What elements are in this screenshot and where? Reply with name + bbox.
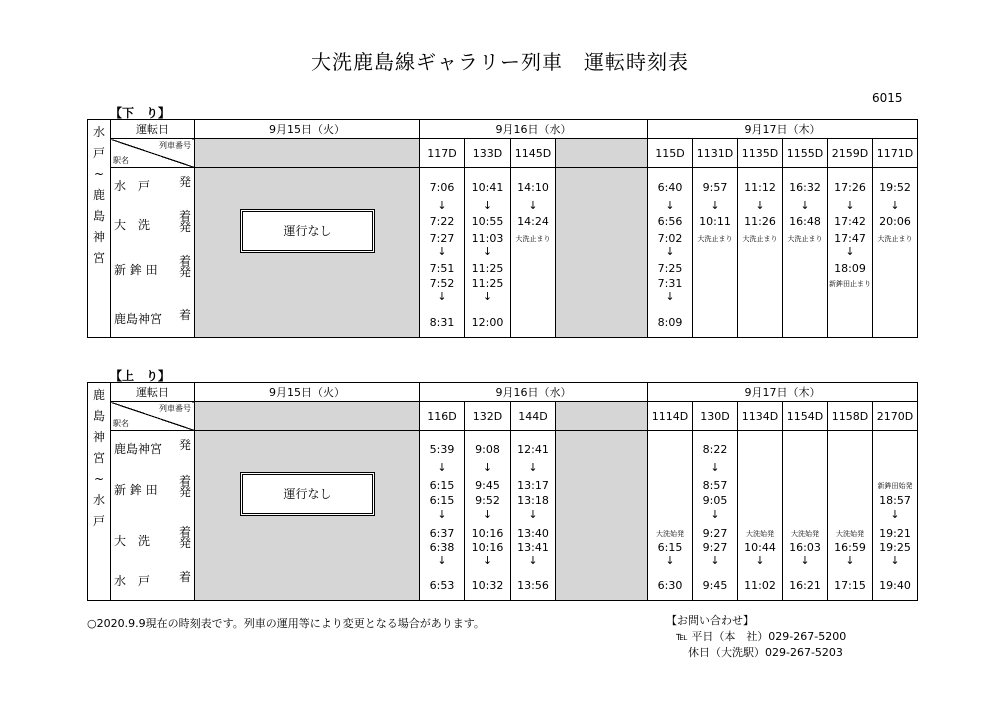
time-entry: 17:26 [834, 181, 866, 194]
no-service-gap [556, 402, 648, 431]
run-day-label: 運転日 [111, 383, 195, 402]
direction-char: 島 [92, 409, 105, 423]
train-times-column [783, 168, 828, 338]
direction-char: 水 [92, 125, 105, 139]
station-name: 新 鉾 田 [114, 483, 158, 497]
header-diagonal-cell [111, 402, 195, 431]
time-entry: 14:24 [517, 215, 549, 228]
run-day-label: 運転日 [111, 120, 195, 139]
train-number: 132D [465, 402, 511, 431]
pass-arrow: ↓ [528, 508, 538, 521]
pass-arrow: ↓ [437, 199, 447, 212]
time-entry: 8:22 [702, 443, 728, 456]
no-service-cell [195, 431, 420, 601]
train-number: 1154D [783, 402, 828, 431]
time-entry: 7:25 [657, 262, 683, 275]
train-number: 117D [420, 139, 465, 168]
pass-arrow: ↓ [482, 199, 493, 212]
date-header: 9月15日（火） [195, 383, 420, 402]
train-number: 1114D [648, 402, 693, 431]
time-entry: 10:55 [471, 215, 504, 228]
pass-arrow: ↓ [482, 461, 493, 474]
train-number: 133D [465, 139, 511, 168]
train-number: 1134D [738, 402, 783, 431]
time-entry: 19:25 [879, 541, 911, 554]
time-entry: 大洗始発 [791, 530, 819, 538]
contact-holiday: 休日（大洗駅）029-267-5203 [688, 646, 843, 659]
pass-arrow: ↓ [437, 554, 447, 567]
contact-title: 【お問い合わせ】 [666, 614, 754, 627]
time-entry: 12:41 [517, 443, 549, 456]
time-entry: 13:41 [517, 541, 549, 554]
pass-arrow: ↓ [528, 461, 538, 474]
pass-arrow: ↓ [528, 199, 538, 212]
arrival-departure-mark: 発 [178, 438, 191, 452]
train-times-column [738, 431, 783, 601]
station-name: 新 鉾 田 [114, 263, 158, 277]
date-header: 9月15日（火） [195, 120, 420, 139]
section-label-down: 【下 り】 [110, 106, 171, 120]
station-name: 大 洗 [114, 218, 151, 232]
no-service-header [195, 402, 420, 431]
train-number: 130D [693, 402, 738, 431]
time-entry: 10:16 [471, 527, 504, 540]
pass-arrow: ↓ [437, 508, 447, 521]
time-entry: 6:53 [429, 579, 455, 592]
pass-arrow: ↓ [800, 199, 810, 212]
time-entry: 13:17 [517, 479, 549, 492]
station-column [111, 431, 195, 601]
time-entry: 8:31 [429, 316, 455, 329]
direction-char: 鹿 [92, 388, 105, 402]
time-entry: 9:45 [702, 579, 728, 592]
train-times-column [828, 431, 873, 601]
direction-label [88, 120, 111, 338]
time-entry: 16:32 [789, 181, 821, 194]
time-entry: 16:48 [789, 215, 821, 228]
station-name: 鹿島神宮 [114, 312, 163, 326]
pass-arrow: ↓ [665, 554, 675, 567]
direction-char: ~ [93, 167, 105, 181]
time-entry: 大洗止まり [877, 235, 913, 243]
train-number: 2170D [873, 402, 918, 431]
train-number: 1158D [828, 402, 873, 431]
direction-char: 鹿 [92, 188, 105, 202]
time-entry: 大洗止まり [742, 235, 778, 243]
station-name: 大 洗 [114, 534, 151, 548]
time-entry: 9:45 [475, 479, 500, 492]
timetable-down [87, 119, 918, 338]
time-entry: 7:51 [429, 262, 455, 275]
pass-arrow: ↓ [665, 199, 675, 212]
time-entry: 6:30 [657, 579, 683, 592]
direction-char: 宮 [92, 251, 105, 265]
time-entry: 10:32 [471, 579, 504, 592]
station-name: 水 戸 [114, 179, 151, 193]
date-header: 9月16日（水） [420, 383, 648, 402]
no-service-gap [556, 168, 648, 338]
time-entry: 6:56 [657, 215, 683, 228]
no-service-gap [556, 431, 648, 601]
pass-arrow: ↓ [482, 290, 493, 303]
train-times-column [465, 431, 511, 601]
time-entry: 8:57 [702, 479, 728, 492]
no-service-header [195, 139, 420, 168]
train-number: 1131D [693, 139, 738, 168]
train-number: 116D [420, 402, 465, 431]
footnote: ○2020.9.9現在の時刻表です。列車の運用等により変更となる場合があります。 [87, 617, 485, 630]
document-number: 6015 [872, 91, 903, 105]
time-entry: 17:15 [834, 579, 866, 592]
time-entry: 大洗止まり [515, 235, 551, 243]
time-entry: 10:44 [744, 541, 776, 554]
time-entry: 17:42 [834, 215, 866, 228]
time-entry: 大洗止まり [697, 235, 733, 243]
station-column [111, 168, 195, 338]
pass-arrow: ↓ [845, 554, 855, 567]
time-entry: 11:26 [744, 215, 776, 228]
time-entry: 大洗始発 [836, 530, 864, 538]
header-diagonal-cell [111, 139, 195, 168]
direction-char: 神 [92, 230, 105, 244]
pass-arrow: ↓ [755, 554, 765, 567]
arrival-departure-mark: 発 [178, 175, 191, 189]
train-times-column [873, 431, 918, 601]
time-entry: 13:56 [517, 579, 549, 592]
date-header: 9月17日（木） [648, 383, 918, 402]
time-entry: 7:27 [429, 232, 455, 245]
pass-arrow: ↓ [710, 461, 720, 474]
time-entry: 7:31 [657, 277, 683, 290]
no-service-box: 運行なし [240, 472, 375, 516]
time-entry: 6:37 [429, 527, 455, 540]
time-entry: 11:25 [471, 262, 504, 275]
pass-arrow: ↓ [710, 508, 720, 521]
time-entry: 大洗始発 [656, 530, 684, 538]
station-name: 鹿島神宮 [114, 442, 163, 456]
pass-arrow: ↓ [437, 290, 447, 303]
pass-arrow: ↓ [710, 554, 720, 567]
pass-arrow: ↓ [845, 199, 855, 212]
arrival-departure-mark: 着 [178, 570, 191, 584]
station-name-header: 駅名 [113, 419, 129, 428]
pass-arrow: ↓ [800, 554, 810, 567]
time-entry: 6:38 [429, 541, 455, 554]
arrival-departure-mark: 着 発 [178, 525, 191, 550]
pass-arrow: ↓ [437, 461, 447, 474]
time-entry: 6:15 [429, 479, 455, 492]
no-service-cell [195, 168, 420, 338]
time-entry: 16:03 [789, 541, 821, 554]
time-entry: 9:05 [702, 494, 728, 507]
time-entry: 19:52 [879, 181, 911, 194]
train-times-column [648, 168, 693, 338]
station-name-header: 駅名 [113, 156, 129, 165]
time-entry: 7:52 [429, 277, 455, 290]
time-entry: 18:57 [879, 494, 911, 507]
time-entry: 17:47 [834, 232, 866, 245]
train-times-column [648, 431, 693, 601]
date-header: 9月16日（水） [420, 120, 648, 139]
time-entry: 10:41 [471, 181, 504, 194]
time-entry: 11:25 [471, 277, 504, 290]
time-entry: 19:40 [879, 579, 911, 592]
pass-arrow: ↓ [845, 245, 855, 258]
time-entry: 11:12 [744, 181, 776, 194]
direction-label [88, 383, 111, 601]
time-entry: 9:52 [475, 494, 500, 507]
train-times-column [420, 431, 465, 601]
no-service-box: 運行なし [240, 209, 375, 253]
train-number: 1145D [511, 139, 556, 168]
direction-char: 戸 [92, 514, 105, 528]
time-entry: 19:21 [879, 527, 911, 540]
train-times-column [420, 168, 465, 338]
train-times-column [693, 168, 738, 338]
time-entry: 14:10 [517, 181, 549, 194]
train-times-column [783, 431, 828, 601]
time-entry: 9:27 [702, 541, 728, 554]
date-header: 9月17日（木） [648, 120, 918, 139]
time-entry: 8:09 [657, 316, 683, 329]
pass-arrow: ↓ [755, 199, 765, 212]
time-entry: 新鉾田始発 [877, 482, 913, 490]
timetable-up [87, 382, 918, 601]
time-entry: 9:08 [475, 443, 500, 456]
direction-char: 戸 [92, 146, 105, 160]
time-entry: 16:59 [834, 541, 866, 554]
time-entry: 16:21 [789, 579, 821, 592]
train-times-column [828, 168, 873, 338]
direction-char: 島 [92, 209, 105, 223]
arrival-departure-mark: 着 発 [178, 209, 191, 234]
train-number: 1171D [873, 139, 918, 168]
direction-char: ~ [93, 472, 105, 486]
pass-arrow: ↓ [482, 245, 493, 258]
pass-arrow: ↓ [890, 554, 900, 567]
time-entry: 6:15 [429, 494, 455, 507]
pass-arrow: ↓ [710, 199, 720, 212]
train-number: 1135D [738, 139, 783, 168]
train-times-column [873, 168, 918, 338]
train-number-header: 列車番号 [159, 404, 191, 413]
time-entry: 7:02 [657, 232, 683, 245]
section-label-up: 【上 り】 [110, 369, 171, 383]
contact-block [666, 613, 846, 661]
direction-char: 水 [92, 493, 105, 507]
time-entry: 大洗止まり [787, 235, 823, 243]
pass-arrow: ↓ [665, 290, 675, 303]
time-entry: 18:09 [834, 262, 866, 275]
train-number: 144D [511, 402, 556, 431]
train-times-column [511, 168, 556, 338]
time-entry: 6:15 [657, 541, 683, 554]
direction-char: 宮 [92, 451, 105, 465]
train-number-header: 列車番号 [159, 141, 191, 150]
time-entry: 12:00 [471, 316, 504, 329]
pass-arrow: ↓ [665, 245, 675, 258]
time-entry: 7:22 [429, 215, 455, 228]
direction-char: 神 [92, 430, 105, 444]
time-entry: 7:06 [429, 181, 455, 194]
time-entry: 20:06 [879, 215, 911, 228]
pass-arrow: ↓ [528, 554, 538, 567]
pass-arrow: ↓ [482, 508, 493, 521]
train-times-column [738, 168, 783, 338]
train-times-column [511, 431, 556, 601]
train-times-column [465, 168, 511, 338]
time-entry: 5:39 [429, 443, 455, 456]
arrival-departure-mark: 着 発 [178, 254, 191, 279]
time-entry: 9:27 [702, 527, 728, 540]
train-number: 115D [648, 139, 693, 168]
contact-weekday: ℡ 平日（本 社）029-267-5200 [676, 630, 847, 643]
station-name: 水 戸 [114, 574, 151, 588]
train-number: 2159D [828, 139, 873, 168]
pass-arrow: ↓ [890, 199, 900, 212]
time-entry: 大洗始発 [746, 530, 774, 538]
no-service-gap [556, 139, 648, 168]
time-entry: 9:57 [702, 181, 728, 194]
pass-arrow: ↓ [437, 245, 447, 258]
pass-arrow: ↓ [890, 508, 900, 521]
arrival-departure-mark: 着 発 [178, 474, 191, 499]
time-entry: 11:02 [744, 579, 776, 592]
pass-arrow: ↓ [482, 554, 493, 567]
train-number: 1155D [783, 139, 828, 168]
time-entry: 6:40 [657, 181, 683, 194]
time-entry: 11:03 [471, 232, 504, 245]
train-times-column [693, 431, 738, 601]
time-entry: 13:18 [517, 494, 549, 507]
time-entry: 13:40 [517, 527, 549, 540]
page-title: 大洗鹿島線ギャラリー列車 運転時刻表 [311, 50, 689, 74]
time-entry: 新鉾田止まり [829, 280, 871, 288]
time-entry: 10:11 [699, 215, 731, 228]
arrival-departure-mark: 着 [178, 308, 191, 322]
time-entry: 10:16 [471, 541, 504, 554]
